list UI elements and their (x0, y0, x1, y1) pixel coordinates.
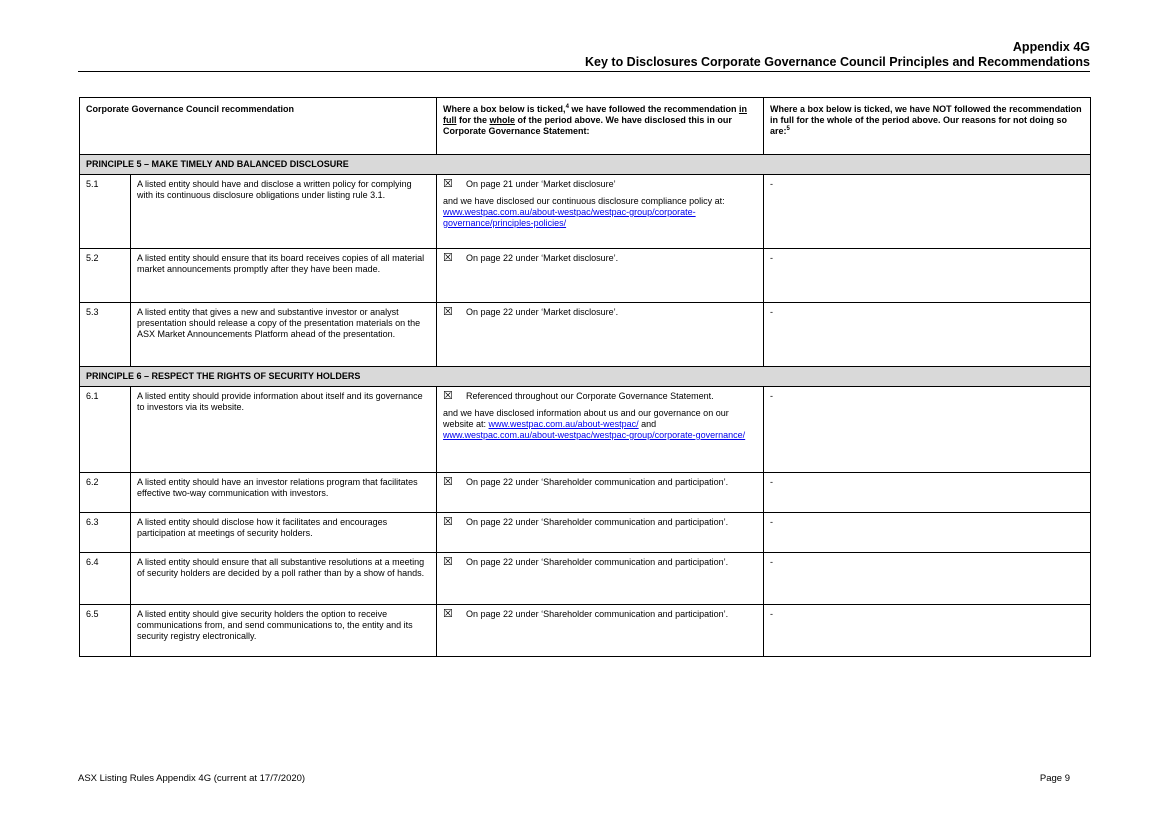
checkbox-checked-icon: ☒ (443, 306, 453, 318)
not-followed-cell: - (764, 303, 1091, 367)
table-row (80, 473, 1091, 513)
table-row (80, 249, 1091, 303)
appendix-title: Appendix 4G (1012, 40, 1090, 54)
rec-number: 6.2 (80, 473, 131, 513)
followed-cell (437, 553, 764, 605)
checkbox-checked-icon: ☒ (443, 516, 453, 528)
followed-text: On page 22 under ‘Market disclosure’. (466, 253, 619, 263)
not-followed-cell: - (764, 473, 1091, 513)
rec-text: A listed entity should provide information about itself and its governance to investors via its website. (131, 387, 437, 473)
rec-number: 6.5 (80, 605, 131, 657)
col-recommendation-header: Corporate Governance Council recommendation (80, 98, 437, 155)
principle-5-row (80, 155, 1091, 175)
checkbox-checked-icon: ☒ (443, 390, 453, 402)
page-header (78, 40, 1090, 72)
not-followed-cell: - (764, 605, 1091, 657)
col-followed-header: Where a box below is ticked,$^4$ we have followed the recommendation in full for the whole of the period above. We have disclosed this in our Corporate Governance Statement: (437, 98, 764, 155)
table-row (80, 175, 1091, 249)
table-row (80, 303, 1091, 367)
rec-number: 5.2 (80, 249, 131, 303)
rec-text: A listed entity that gives a new and substantive investor or analyst presentation should release a copy of the presentation materials on the ASX Market Announcements Platform ahead of the presentation. (131, 303, 437, 367)
rec-text: A listed entity should ensure that all substantive resolutions at a meeting of security holders are decided by a poll rather than by a show of hands. (131, 553, 437, 605)
followed-text: On page 22 under ‘Shareholder communication and participation’. (466, 557, 729, 567)
rec-number: 5.1 (80, 175, 131, 249)
table-row (80, 387, 1091, 473)
not-followed-cell: - (764, 553, 1091, 605)
principle-5-title: PRINCIPLE 5 – MAKE TIMELY AND BALANCED DISCLOSURE (80, 155, 1091, 175)
followed-cell (437, 513, 764, 553)
followed-cell (437, 249, 764, 303)
table-row (80, 553, 1091, 605)
col-not-followed-header: Where a box below is ticked, we have NOT followed the recommendation in full for the whole of the period above. Our reasons for not doing so are:$^5$ (764, 98, 1091, 155)
rec-number: 6.3 (80, 513, 131, 553)
principle-6-row (80, 367, 1091, 387)
rec-text: A listed entity should ensure that its board receives copies of all material market announcements promptly after they have been made. (131, 249, 437, 303)
disclosure-note: and we have disclosed our continuous disclosure compliance policy at: www.westpac.com.au/about-westpac/westpac-group/corporate-governance/principles-policies/ (443, 196, 725, 228)
not-followed-cell: - (764, 387, 1091, 473)
followed-text: Referenced throughout our Corporate Governance Statement. (466, 391, 714, 401)
page-number: Page 9 (1039, 773, 1070, 784)
rec-text: A listed entity should have an investor relations program that facilitates effective two-way communication with investors. (131, 473, 437, 513)
checkbox-checked-icon: ☒ (443, 476, 453, 488)
not-followed-cell: - (764, 249, 1091, 303)
corporate-governance-link[interactable]: www.westpac.com.au/about-westpac/westpac-group/corporate-governance/ (443, 430, 746, 440)
followed-cell (437, 303, 764, 367)
rec-number: 6.4 (80, 553, 131, 605)
rec-text: A listed entity should disclose how it facilitates and encourages participation at meetings of security holders. (131, 513, 437, 553)
rec-text: A listed entity should give security holders the option to receive communications from, and send communications to, the entity and its security registry electronically. (131, 605, 437, 657)
document-subtitle: Key to Disclosures Corporate Governance Council Principles and Recommendations (585, 55, 1090, 69)
checkbox-checked-icon: ☒ (443, 252, 453, 264)
checkbox-checked-icon: ☒ (443, 178, 453, 190)
table-row (80, 605, 1091, 657)
footer-source: ASX Listing Rules Appendix 4G (current at 17/7/2020) (78, 773, 306, 784)
table-row (80, 513, 1091, 553)
policy-link[interactable]: www.westpac.com.au/about-westpac/westpac-group/corporate-governance/principles-policies/ (443, 207, 696, 228)
followed-cell (437, 473, 764, 513)
followed-text: On page 22 under ‘Shareholder communication and participation’. (466, 517, 729, 527)
followed-cell (437, 605, 764, 657)
not-followed-cell: - (764, 175, 1091, 249)
followed-text: On page 22 under ‘Market disclosure’. (466, 307, 619, 317)
rec-number: 5.3 (80, 303, 131, 367)
followed-text: On page 22 under ‘Shareholder communication and participation’. (466, 609, 729, 619)
followed-cell (437, 387, 764, 473)
table-header-row (80, 98, 1091, 155)
principle-6-title: PRINCIPLE 6 – RESPECT THE RIGHTS OF SECURITY HOLDERS (80, 367, 1091, 387)
not-followed-cell: - (764, 513, 1091, 553)
rec-number: 6.1 (80, 387, 131, 473)
followed-text: On page 22 under ‘Shareholder communication and participation’. (466, 477, 729, 487)
disclosure-note: and we have disclosed information about us and our governance on our website at: www.westpac.com.au/about-westpac/ and www.westpac.com.au/about-westpac/westpac-group/corporate-governance/ (443, 408, 746, 440)
checkbox-checked-icon: ☒ (443, 556, 453, 568)
followed-cell (437, 175, 764, 249)
followed-text: On page 21 under ‘Market disclosure’ (466, 179, 616, 189)
about-westpac-link[interactable]: www.westpac.com.au/about-westpac/ (488, 419, 639, 429)
rec-text: A listed entity should have and disclose a written policy for complying with its continuous disclosure obligations under listing rule 3.1. (131, 175, 437, 249)
governance-table (79, 97, 1091, 657)
checkbox-checked-icon: ☒ (443, 608, 453, 620)
